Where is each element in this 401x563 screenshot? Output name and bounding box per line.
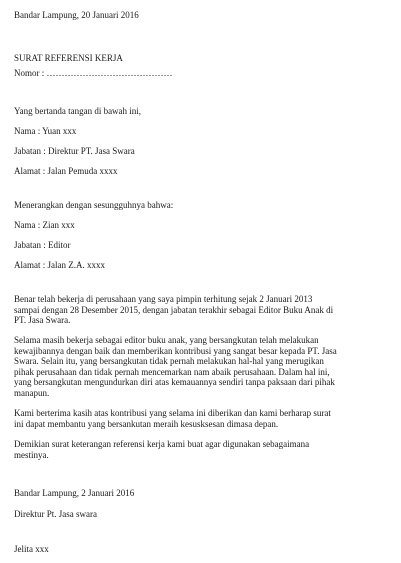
signer-name: Nama : Yuan xxx: [14, 126, 77, 136]
signer-intro: Yang bertanda tangan di bawah ini,: [14, 106, 142, 116]
closing-position: Direktur Pt. Jasa swara: [14, 509, 97, 519]
subject-position: Jabatan : Editor: [14, 240, 71, 250]
letter-number: Nomor : ……………………………………: [14, 68, 173, 78]
letter-title: SURAT REFERENSI KERJA: [14, 53, 123, 63]
paragraph-employment: [14, 294, 386, 326]
paragraph-line: manapun.: [14, 387, 50, 398]
place-date-bottom: Bandar Lampung, 2 Januari 2016: [14, 488, 135, 498]
declare-intro: Menerangkan dengan sesungguhnya bahwa:: [14, 200, 174, 210]
paragraph-line: Benar telah bekerja di perusahaan yang saya pimpin terhitung sejak 2 Januari 2013: [14, 294, 313, 304]
paragraph-line: kewajibannya dengan baik dan memberikan kontribusi yang sangat besar kepada PT. Jasa: [14, 345, 337, 356]
subject-address: Alamat : Jalan Z.A. xxxx: [14, 260, 105, 270]
paragraph-closing: [14, 439, 386, 460]
paragraph-performance: [14, 335, 386, 398]
paragraph-thanks: [14, 408, 386, 429]
paragraph-line: sampai dengan 28 Desember 2015, dengan jabatan terakhir sebagai Editor Buku Anak di: [14, 304, 334, 315]
place-date-top: Bandar Lampung, 20 Januari 2016: [14, 10, 139, 20]
closing-name: Jelita xxx: [14, 544, 49, 554]
paragraph-line: yang bersangkutan mengundurkan diri atas kemauannya sendiri tanpa paksaan dari pihak: [14, 377, 335, 387]
paragraph-line: Kami berterima kasih atas kontribusi yang selama ini diberikan dan kami berharap surat: [14, 408, 331, 418]
signer-position: Jabatan : Direktur PT. Jasa Swara: [14, 146, 135, 156]
paragraph-line: ini dapat membantu yang bersankutan meraih kesusksesan dimasa depan.: [14, 418, 279, 429]
signer-address: Alamat : Jalan Pemuda xxxx: [14, 166, 118, 176]
paragraph-line: Demikian surat keterangan referensi kerja kami buat agar digunakan sebagaimana: [14, 439, 310, 449]
paragraph-line: pihak perusahaan dan tidak pernah mencemarkan nam abaik perusahaan. Dalam hal ini,: [14, 366, 330, 377]
paragraph-line: mestinya.: [14, 449, 49, 460]
paragraph-line: Swara. Selain itu, yang bersangkutan tidak pernah melakukan hal-hal yang merugikan: [14, 356, 324, 366]
paragraph-line: PT. Jasa Swara.: [14, 315, 71, 325]
subject-name: Nama : Zian xxx: [14, 220, 75, 230]
paragraph-line: Selama masih bekerja sebagai editor buku anak, yang bersangkutan telah melakukan: [14, 335, 319, 345]
